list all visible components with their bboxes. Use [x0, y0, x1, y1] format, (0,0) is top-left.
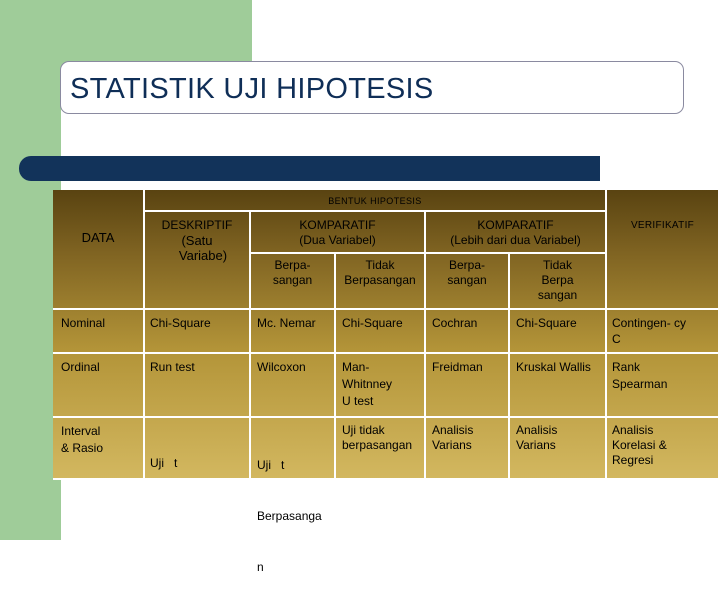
cell-line: Freidman	[432, 360, 483, 374]
cell-line: Chi-Square	[150, 316, 211, 330]
cell-komp-lebih-tidak	[516, 423, 606, 453]
cell-deskriptif	[150, 423, 247, 503]
cell-komp-dua-berpasangan	[257, 359, 333, 375]
cell-data	[61, 359, 141, 375]
cell-komp-lebih-berpasangan	[432, 423, 508, 453]
cell-komp-lebih-tidak	[516, 359, 606, 375]
header-deskriptif-sub2: Variabe)	[178, 248, 228, 263]
cell-line: Man-	[342, 360, 370, 374]
cell-line: Contingen- cy	[612, 316, 687, 330]
cell-komp-lebih-berpasangan	[432, 359, 508, 375]
cell-verifikatif	[612, 315, 716, 347]
cell-komp-dua-berpasangan	[257, 315, 333, 331]
subheader-line: Tidak	[543, 258, 572, 272]
header-verifikatif: VERIFIKATIF	[630, 220, 695, 231]
cell-line: & Rasio	[61, 441, 104, 455]
cell-line: Spearman	[612, 377, 668, 391]
cell-line: Cochran	[432, 316, 478, 330]
cell-line: Rank	[612, 360, 641, 374]
cell-line: Nominal	[61, 316, 106, 330]
subheader-dua-tidak	[336, 258, 424, 288]
subheader-line: Tidak	[365, 258, 395, 272]
header-komparatif-lebih-title: KOMPARATIF	[477, 218, 554, 232]
header-deskriptif-sub1: (Satu	[181, 233, 213, 248]
grid-line	[53, 352, 718, 354]
cell-line: Run test	[150, 360, 195, 374]
cell-line: Analisis	[612, 423, 654, 437]
subheader-lebih-tidak	[510, 258, 605, 303]
header-deskriptif	[145, 218, 249, 263]
cell-line: Varians	[516, 438, 556, 452]
header-deskriptif-title: DESKRIPTIF	[161, 218, 233, 232]
cell-line: Ordinal	[61, 360, 100, 374]
cell-komp-dua-tidak	[342, 315, 424, 331]
grid-line	[249, 210, 251, 480]
cell-line: Berpasanga	[257, 509, 322, 523]
cell-verifikatif	[612, 423, 716, 468]
cell-deskriptif	[150, 359, 247, 375]
cell-verifikatif	[612, 359, 716, 393]
cell-data	[61, 423, 141, 457]
cell-komp-dua-berpasangan	[257, 423, 333, 610]
subheader-lebih-berpasangan	[426, 258, 508, 288]
cell-line: U test	[342, 394, 374, 408]
cell-line: Regresi	[612, 453, 654, 467]
cell-komp-lebih-berpasangan	[432, 315, 508, 331]
grid-line	[53, 416, 718, 418]
header-data: DATA	[81, 230, 115, 245]
cell-data	[61, 315, 141, 331]
green-accent-side	[0, 75, 61, 540]
cell-line: Mc. Nemar	[257, 316, 316, 330]
cell-line: Kruskal Wallis	[516, 360, 591, 374]
header-komparatif-lebih	[426, 218, 605, 248]
grid-line	[424, 210, 426, 480]
subheader-line: Berpa-	[448, 258, 486, 272]
grid-line	[53, 308, 718, 310]
header-komparatif-dua-title: KOMPARATIF	[299, 218, 376, 232]
header-komparatif-dua	[251, 218, 424, 248]
header-komparatif-dua-sub: (Dua Variabel)	[299, 233, 376, 247]
page-title: STATISTIK UJI HIPOTESIS	[70, 73, 434, 105]
cell-line: Uji tidak	[342, 423, 385, 437]
grid-line	[143, 210, 607, 212]
decorative-bar	[19, 156, 600, 181]
subheader-line: Berpa-	[274, 258, 311, 272]
cell-line: Interval	[61, 424, 101, 438]
cell-deskriptif	[150, 315, 247, 331]
grid-line	[249, 252, 607, 254]
cell-komp-dua-tidak	[342, 359, 424, 410]
cell-line: Uji t	[150, 456, 178, 470]
subheader-line: Berpasangan	[344, 273, 416, 287]
cell-line: C	[612, 332, 621, 346]
header-komparatif-lebih-sub: (Lebih dari dua Variabel)	[450, 233, 581, 247]
cell-line: n	[257, 560, 264, 574]
cell-line: berpasangan	[342, 438, 413, 452]
subheader-line: sangan	[272, 273, 313, 287]
cell-line: Whitnney	[342, 377, 393, 391]
subheader-line: Berpa	[541, 273, 574, 287]
cell-line: Korelasi &	[612, 438, 667, 452]
cell-line: Analisis	[516, 423, 558, 437]
subheader-line: sangan	[447, 273, 487, 287]
subheader-line: sangan	[537, 288, 578, 302]
cell-line: Uji t	[257, 458, 285, 472]
cell-komp-dua-tidak	[342, 423, 424, 453]
cell-komp-lebih-tidak	[516, 315, 606, 331]
group-header: BENTUK HIPOTESIS	[328, 196, 422, 206]
cell-line: Analisis	[432, 423, 474, 437]
cell-line: Varians	[432, 438, 472, 452]
cell-line: Chi-Square	[516, 316, 577, 330]
cell-line: Chi-Square	[342, 316, 403, 330]
cell-line: Wilcoxon	[257, 360, 306, 374]
subheader-dua-berpasangan	[251, 258, 334, 288]
